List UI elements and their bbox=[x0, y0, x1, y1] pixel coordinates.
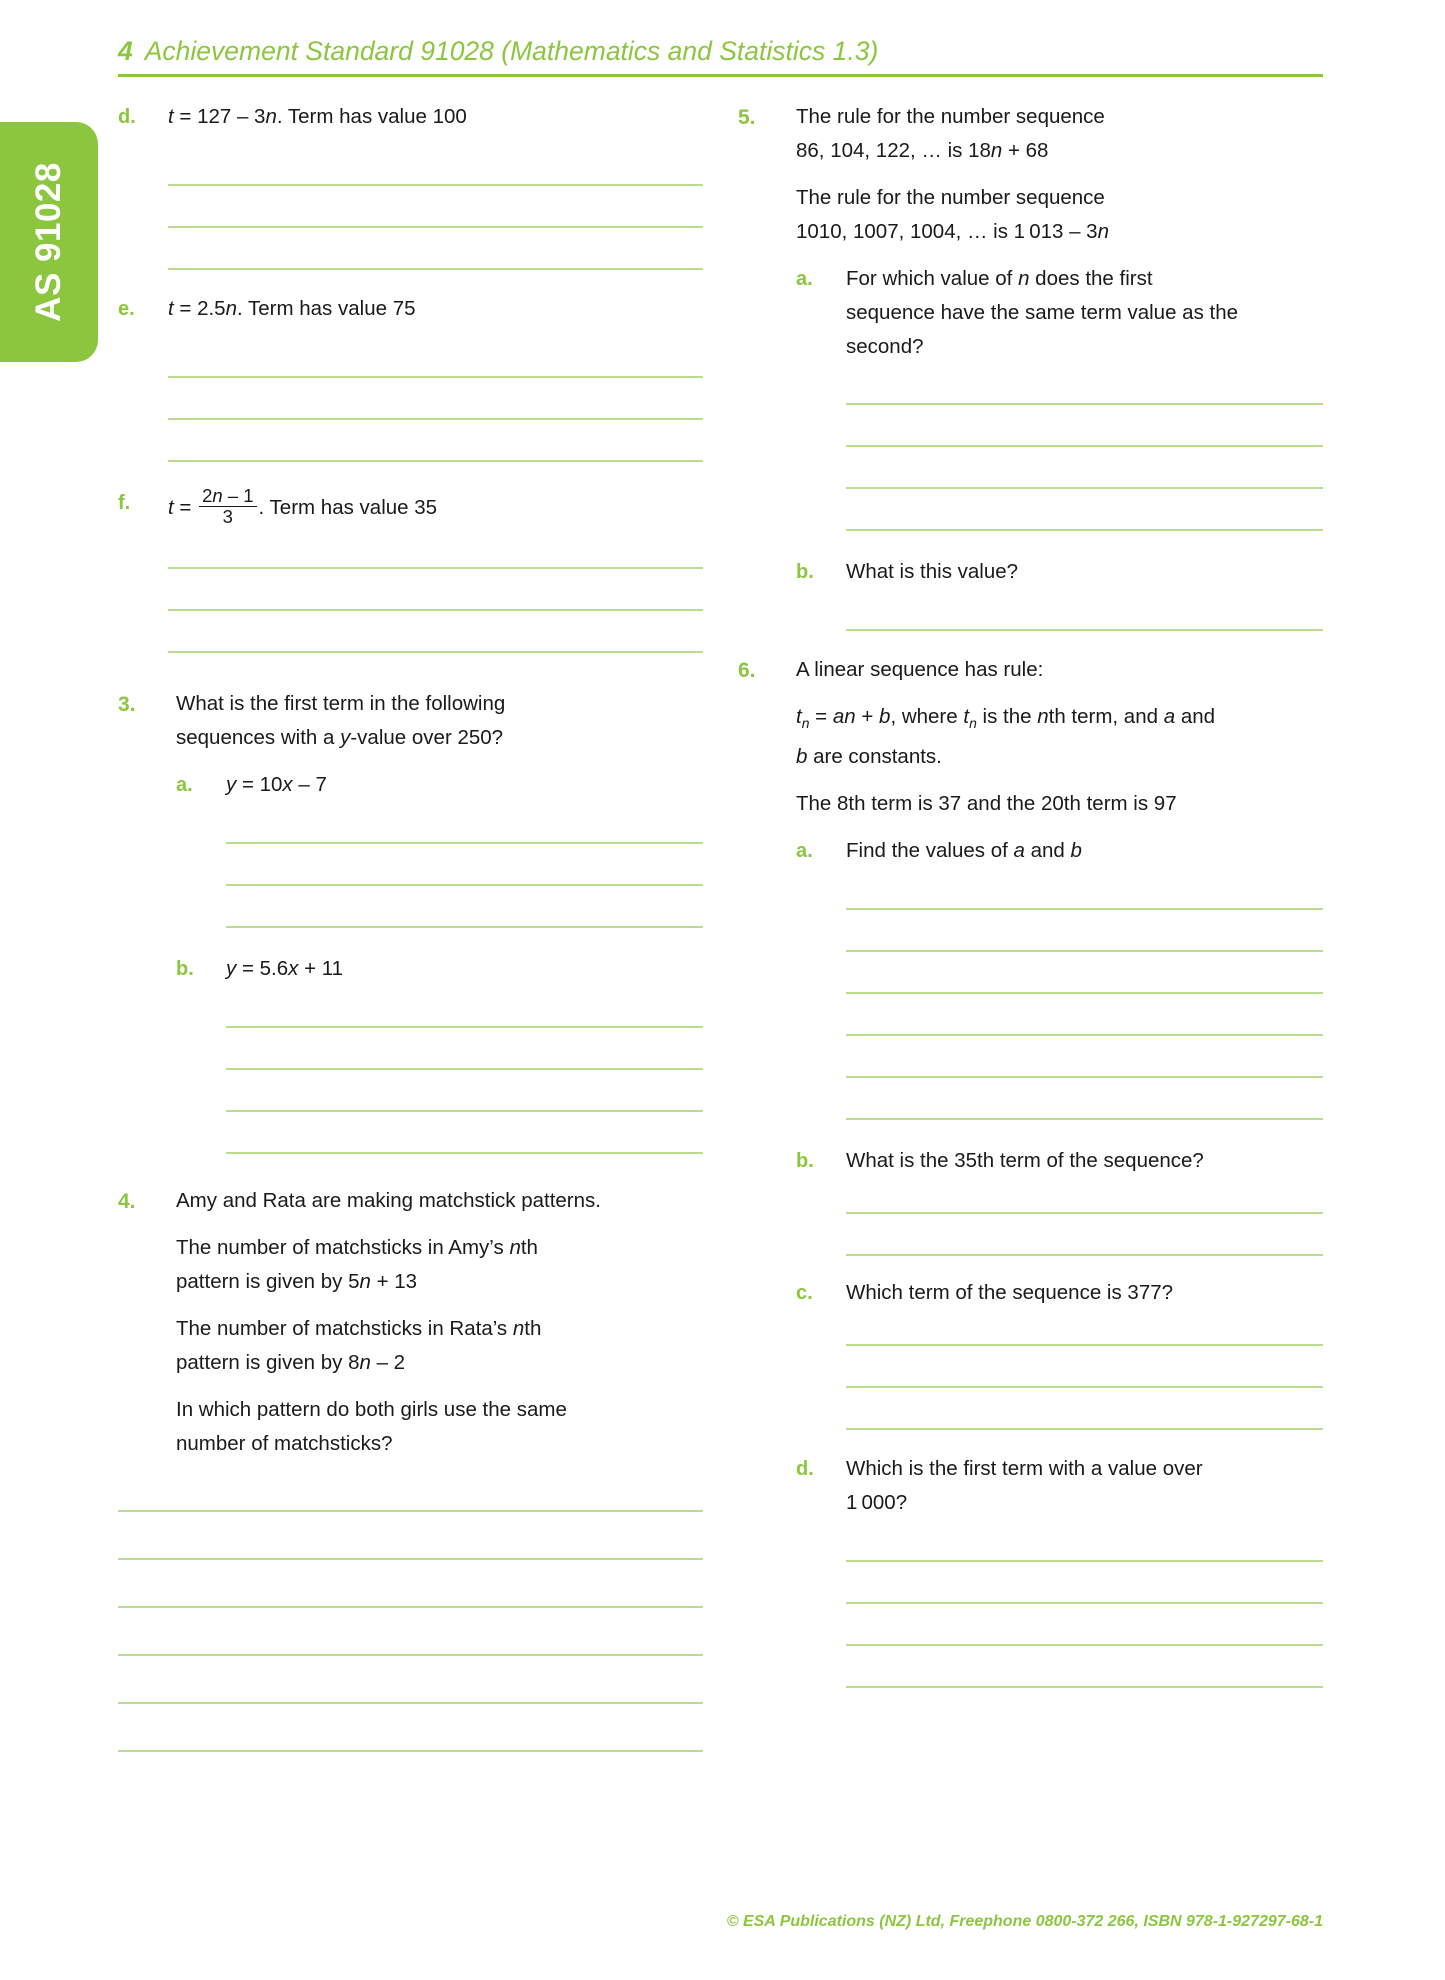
q5-s4-var: n bbox=[1097, 220, 1109, 243]
question-2d-text bbox=[168, 100, 703, 134]
page-title: Achievement Standard 91028 (Mathematics and Statistics 1.3) bbox=[144, 36, 879, 66]
q2d-post: . Term has value 100 bbox=[276, 105, 467, 128]
question-6c bbox=[796, 1276, 1323, 1430]
question-3a-label: a. bbox=[176, 773, 193, 796]
fraction-2n-minus-1-over-3 bbox=[199, 486, 256, 527]
question-2f-label: f. bbox=[118, 492, 131, 514]
question-3-number: 3. bbox=[118, 692, 136, 716]
fraction-denominator: 3 bbox=[199, 506, 256, 527]
q4-l2a-var: n bbox=[509, 1235, 521, 1259]
question-3b-text bbox=[226, 952, 703, 986]
question-3b bbox=[176, 952, 703, 1154]
question-4-line-2b bbox=[176, 1265, 703, 1299]
answer-lines-2d[interactable] bbox=[168, 134, 703, 270]
page-header bbox=[118, 36, 1323, 77]
q3b-post: + 11 bbox=[298, 956, 344, 980]
q2d-mid: = 127 – 3 bbox=[173, 105, 266, 128]
q6-an: an bbox=[832, 705, 856, 728]
question-6-stem-line-2 bbox=[796, 700, 1323, 740]
q6a-b: b bbox=[1070, 839, 1082, 863]
q6a-mid: and bbox=[1024, 839, 1071, 863]
q4-l3a-var: n bbox=[512, 1316, 525, 1340]
answer-line[interactable] bbox=[846, 529, 1323, 531]
q4-l3b-post: – 2 bbox=[370, 1350, 406, 1374]
q4-l2a: The number of matchsticks in Amy’s bbox=[176, 1235, 510, 1259]
q6-t-var: t bbox=[796, 705, 802, 728]
question-2e-label: e. bbox=[118, 298, 135, 320]
q4-l2b-var: n bbox=[359, 1269, 371, 1293]
q2f-var-t: t bbox=[168, 495, 174, 519]
question-6d bbox=[796, 1452, 1323, 1688]
answer-lines-2e[interactable] bbox=[168, 326, 703, 462]
q2e-var-t: t bbox=[168, 297, 174, 320]
answer-line[interactable] bbox=[846, 629, 1323, 631]
answer-line[interactable] bbox=[118, 1750, 703, 1752]
question-6c-text: Which term of the sequence is 377? bbox=[846, 1281, 1174, 1305]
question-5-stem-line-1: The rule for the number sequence bbox=[796, 105, 1105, 128]
question-5a-label: a. bbox=[796, 268, 813, 290]
answer-lines-6d[interactable] bbox=[846, 1520, 1323, 1688]
q5a-l1-var: n bbox=[1018, 267, 1030, 290]
fraction-numerator bbox=[199, 486, 256, 506]
question-2e bbox=[118, 292, 703, 462]
question-3-stem-line-1: What is the first term in the following bbox=[176, 691, 506, 715]
question-6c-label: c. bbox=[796, 1282, 813, 1305]
answer-lines-6c[interactable] bbox=[846, 1310, 1323, 1430]
q2d-var-t: t bbox=[168, 105, 174, 128]
q3a-var-y: y bbox=[226, 772, 237, 796]
q5-s4-pre: 1010, 1007, 1004, … is 1 013 – 3 bbox=[796, 220, 1098, 243]
question-2d-label: d. bbox=[118, 106, 136, 128]
question-5-stem-line-3: The rule for the number sequence bbox=[796, 186, 1105, 209]
q6-is: is the bbox=[976, 705, 1038, 728]
q3-var-y: y bbox=[340, 725, 351, 749]
answer-lines-5b[interactable] bbox=[846, 589, 1323, 631]
q6-t-subscript-2: n bbox=[969, 715, 977, 732]
q4-l3b-var: n bbox=[359, 1350, 371, 1374]
question-2f bbox=[118, 486, 703, 653]
question-4-line-4: In which pattern do both girls use the same bbox=[176, 1397, 567, 1421]
q6-bvar: b bbox=[796, 745, 808, 769]
answer-line[interactable] bbox=[846, 1118, 1323, 1120]
header-divider bbox=[118, 74, 1323, 77]
q4-l2b-post: + 13 bbox=[370, 1269, 418, 1293]
frac-num-b: – 1 bbox=[222, 485, 254, 506]
as-standard-side-tab bbox=[0, 122, 98, 362]
q6-avar: a bbox=[1163, 705, 1176, 728]
q2e-mid: = 2.5 bbox=[173, 297, 226, 320]
q5-s2-post: + 68 bbox=[1002, 139, 1049, 162]
q6-where: , where bbox=[890, 705, 964, 728]
question-3a-text bbox=[226, 768, 703, 802]
answer-line[interactable] bbox=[226, 926, 703, 928]
answer-line[interactable] bbox=[846, 1254, 1323, 1256]
question-4-line-3b bbox=[176, 1346, 703, 1380]
question-2d bbox=[118, 100, 703, 270]
question-5a bbox=[796, 262, 1323, 531]
q6-and: and bbox=[1175, 705, 1216, 728]
page-content bbox=[118, 0, 1323, 1980]
frac-num-a: 2 bbox=[202, 485, 213, 506]
answer-lines-3a[interactable] bbox=[226, 802, 703, 928]
q2f-eq: = bbox=[173, 495, 198, 519]
question-5a-line-2: sequence have the same term value as the bbox=[846, 301, 1239, 324]
question-6-stem-line-1: A linear sequence has rule: bbox=[796, 658, 1044, 681]
q6a-pre: Find the values of bbox=[846, 839, 1014, 863]
question-4-number: 4. bbox=[118, 1189, 136, 1213]
q5-s2-pre: 86, 104, 122, … is 18 bbox=[796, 139, 991, 162]
answer-line[interactable] bbox=[168, 268, 703, 270]
q5-s2-var: n bbox=[990, 139, 1003, 162]
answer-line[interactable] bbox=[168, 460, 703, 462]
answer-line[interactable] bbox=[846, 1686, 1323, 1688]
question-5b bbox=[796, 555, 1323, 631]
left-column bbox=[118, 100, 703, 1752]
question-4-line-1: Amy and Rata are making matchstick patterns. bbox=[176, 1188, 601, 1212]
question-4 bbox=[118, 1184, 703, 1474]
page-footer: © ESA Publications (NZ) Ltd, Freephone 0800-372 266, ISBN 978-1-927297-68-1 bbox=[726, 1913, 1323, 1930]
q3b-mid: = 5.6 bbox=[236, 956, 289, 980]
q6-plus: + bbox=[855, 705, 880, 728]
question-2f-text bbox=[168, 486, 703, 527]
q4-l2a-post: th bbox=[520, 1235, 538, 1259]
question-5a-line-1 bbox=[846, 262, 1323, 296]
q3a-post: – 7 bbox=[292, 772, 327, 796]
question-5b-label: b. bbox=[796, 561, 814, 583]
q4-l3a-post: th bbox=[524, 1316, 542, 1340]
q5a-l1-post: does the first bbox=[1029, 267, 1153, 290]
question-6b-text: What is the 35th term of the sequence? bbox=[846, 1149, 1204, 1173]
q6-t-subscript: n bbox=[801, 715, 810, 732]
q3a-mid: = 10 bbox=[236, 772, 283, 796]
question-6d-line-2: 1 000? bbox=[846, 1491, 908, 1515]
answer-lines-6b[interactable] bbox=[846, 1178, 1323, 1256]
q3a-var-x: x bbox=[282, 772, 293, 796]
q6-eq: = bbox=[809, 705, 833, 728]
answer-lines-3b[interactable] bbox=[226, 986, 703, 1154]
question-6-number: 6. bbox=[738, 659, 756, 682]
question-3a bbox=[176, 768, 703, 928]
q3-stem2-post: -value over 250? bbox=[350, 725, 504, 749]
question-6-stem-line-4: The 8th term is 37 and the 20th term is 97 bbox=[796, 792, 1177, 816]
question-3b-label: b. bbox=[176, 957, 194, 980]
q2e-var-n: n bbox=[225, 297, 237, 320]
answer-line[interactable] bbox=[168, 651, 703, 653]
answer-lines-4[interactable] bbox=[118, 1484, 703, 1752]
question-6 bbox=[738, 653, 1323, 1688]
frac-num-var: n bbox=[212, 485, 223, 506]
question-5a-line-3: second? bbox=[846, 335, 924, 358]
right-column bbox=[738, 100, 1323, 1688]
q2d-var-n: n bbox=[265, 105, 277, 128]
answer-lines-2f[interactable] bbox=[168, 527, 703, 653]
q4-l3a: The number of matchsticks in Rata’s bbox=[176, 1316, 513, 1340]
question-3 bbox=[118, 687, 703, 1154]
question-6d-line-1: Which is the first term with a value over bbox=[846, 1457, 1203, 1481]
q6-t-var-2: t bbox=[963, 705, 970, 728]
question-6a-label: a. bbox=[796, 840, 813, 863]
answer-lines-5a[interactable] bbox=[846, 377, 1323, 531]
question-6-stem-line-3 bbox=[796, 740, 1323, 774]
question-4-line-2a bbox=[176, 1231, 703, 1265]
q3b-var-y: y bbox=[226, 956, 237, 980]
answer-lines-6a[interactable] bbox=[846, 868, 1323, 1120]
question-6d-label: d. bbox=[796, 1458, 814, 1481]
q6a-a: a bbox=[1013, 839, 1025, 863]
question-2e-text bbox=[168, 292, 703, 326]
q2e-post: . Term has value 75 bbox=[236, 297, 416, 320]
answer-line[interactable] bbox=[226, 1152, 703, 1154]
question-6a-text bbox=[846, 834, 1323, 868]
answer-line[interactable] bbox=[846, 1428, 1323, 1430]
question-5 bbox=[738, 100, 1323, 631]
question-6b bbox=[796, 1144, 1323, 1256]
question-4-line-3a bbox=[176, 1312, 703, 1346]
question-5b-text: What is this value? bbox=[846, 560, 1019, 583]
question-6a bbox=[796, 834, 1323, 1120]
q6-nvar: n bbox=[1037, 705, 1049, 728]
side-tab-label: AS 91028 bbox=[29, 162, 68, 322]
q2f-post: . Term has value 35 bbox=[258, 495, 438, 519]
q3-stem2-pre: sequences with a bbox=[176, 725, 341, 749]
header-title-row bbox=[118, 36, 1323, 67]
question-4-line-5: number of matchsticks? bbox=[176, 1431, 393, 1455]
q6-th: th term, and bbox=[1048, 705, 1164, 728]
q3b-var-x: x bbox=[288, 956, 299, 980]
q4-l2b-pre: pattern is given by 5 bbox=[176, 1269, 360, 1293]
q5a-l1-pre: For which value of bbox=[846, 267, 1019, 290]
question-3-stem-line-2 bbox=[176, 721, 703, 755]
question-5-stem-line-2 bbox=[796, 134, 1323, 168]
q6-s3-post: are constants. bbox=[807, 745, 942, 769]
page-number: 4 bbox=[118, 36, 133, 66]
question-5-number: 5. bbox=[738, 106, 756, 129]
question-6b-label: b. bbox=[796, 1150, 814, 1173]
q6-b: b bbox=[879, 705, 891, 728]
question-5-stem-line-4 bbox=[796, 215, 1323, 249]
q4-l3b-pre: pattern is given by 8 bbox=[176, 1350, 360, 1374]
